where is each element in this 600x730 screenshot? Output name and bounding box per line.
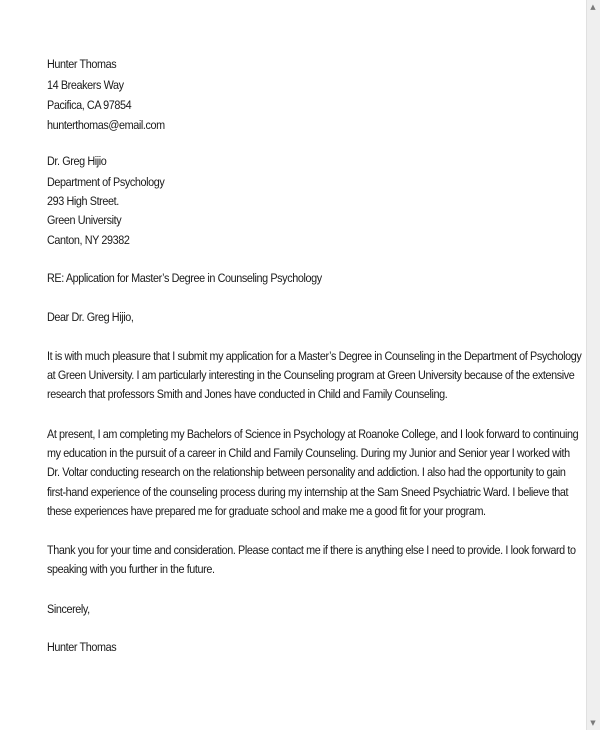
- paragraph-line: my education in the pursuit of a career in Child and Family Counseling. During my Junior and Senior year I worked with: [47, 446, 570, 460]
- subject-line: RE: Application for Master’s Degree in Counseling Psychology: [47, 271, 322, 285]
- recipient-name: Dr. Greg Hijio: [47, 154, 107, 168]
- paragraph-line: Thank you for your time and consideration. Please contact me if there is anything else I need to provide. I look forward to: [47, 543, 576, 557]
- signature: Hunter Thomas: [47, 640, 117, 654]
- sender-street: 14 Breakers Way: [47, 78, 124, 92]
- sender-city: Pacifica, CA 97854: [47, 98, 132, 112]
- paragraph-line: first-hand experience of the counseling process during my internship at the Sam Sneed Psychiatric Ward. I believe that: [47, 485, 569, 499]
- paragraph-line: At present, I am completing my Bachelors of Science in Psychology at Roanoke College, and I look forward to continuing: [47, 427, 579, 441]
- paragraph-line: speaking with you further in the future.: [47, 562, 215, 576]
- sender-email: hunterthomas@email.com: [47, 118, 165, 132]
- paragraph-line: research that professors Smith and Jones have conducted in Child and Family Counseling.: [47, 387, 448, 401]
- paragraph-line: It is with much pleasure that I submit my application for a Master’s Degree in Counseling in the Department of Psychology: [47, 349, 582, 363]
- sender-name: Hunter Thomas: [47, 57, 117, 71]
- recipient-institution: Green University: [47, 213, 122, 227]
- recipient-city: Canton, NY 29382: [47, 233, 130, 247]
- triangle-down-icon[interactable]: ▼: [590, 719, 596, 727]
- vertical-scrollbar[interactable]: [586, 0, 600, 730]
- paragraph-line: these experiences have prepared me for graduate school and make me a good fit for your program.: [47, 504, 486, 518]
- recipient-department: Department of Psychology: [47, 175, 165, 189]
- recipient-street: 293 High Street.: [47, 194, 119, 208]
- triangle-up-icon[interactable]: ▲: [590, 3, 596, 11]
- paragraph-line: Dr. Voltar conducting research on the relationship between personality and addiction. I also had the opportunity to gain: [47, 465, 566, 479]
- paragraph-line: at Green University. I am particularly interesting in the Counseling program at Green University because of the extensive: [47, 368, 575, 382]
- closing: Sincerely,: [47, 602, 90, 616]
- salutation: Dear Dr. Greg Hijio,: [47, 310, 134, 324]
